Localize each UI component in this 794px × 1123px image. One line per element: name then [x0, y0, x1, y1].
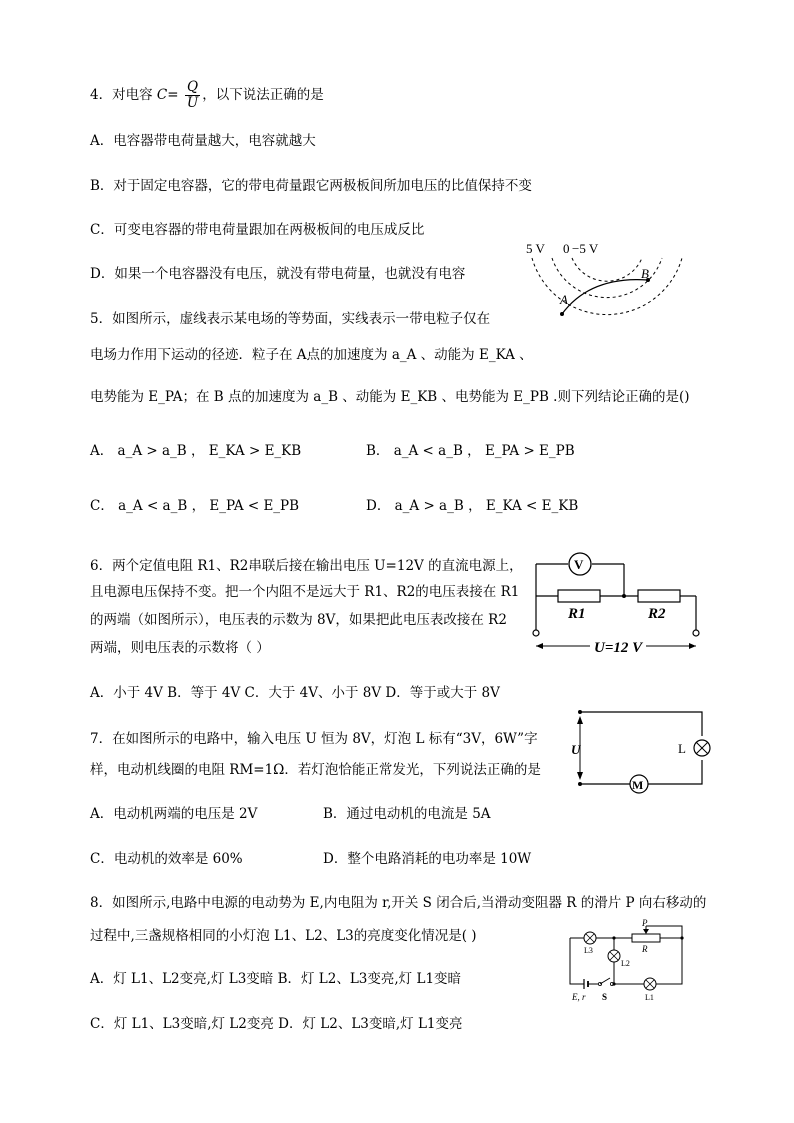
q6-terminal-right [693, 630, 699, 636]
q7-option-c: C．电动机的效率是 60% [90, 851, 243, 867]
q8-label-r: R [642, 944, 648, 954]
q6-terminal-left [533, 630, 539, 636]
q4-stem [90, 80, 324, 111]
q5-stem-line1: 5．如图所示，虚线表示某电场的等势面，实线表示一带电粒子仅在 [90, 311, 491, 327]
q6-label-r1: R1 [568, 606, 586, 622]
q8-label-l2: L2 [621, 959, 630, 968]
q4-fraction [185, 80, 200, 111]
q4-stem-suffix: ，以下说法正确的是 [202, 87, 324, 103]
q8-label-p: P [642, 918, 648, 928]
q4-capacitance-symbol: C [156, 87, 168, 103]
q4-option-a: A．电容器带电荷量越大，电容就越大 [90, 133, 316, 149]
q5-label-5v: 5 V [526, 241, 545, 256]
q5-label-b: B [641, 266, 649, 281]
q8-options-ab: A．灯 L1、L2变亮,灯 L3变暗 B．灯 L2、L3变亮,灯 L1变暗 [90, 971, 462, 987]
q5-equipotential-inner [572, 258, 642, 281]
q8-stem-line1: 8．如图所示,电路中电源的电动势为 E,内电阻为 r,开关 S 闭合后,当滑动变阻器 R 的滑片 P 向右移动的 [90, 895, 707, 911]
q7-label-u: U [571, 742, 581, 757]
q7-stem-line2: 样，电动机线圈的电阻 RM=1Ω．若灯泡恰能正常发光，下列说法正确的是 [90, 762, 541, 778]
q8-label-s: S [602, 992, 608, 1002]
q6-stem-line3: 的两端（如图所示），电压表的示数为 8V，如果把此电压表改接在 R2 [90, 612, 507, 628]
q4-option-b: B．对于固定电容器，它的带电荷量跟它两极板间所加电压的比值保持不变 [90, 178, 532, 194]
q6-label-u: U=12 V [594, 640, 643, 656]
q7-label-l: L [678, 741, 686, 756]
q4-stem-prefix: 4．对电容 [90, 87, 157, 103]
q4-equals: = [167, 87, 183, 103]
q5-point-a [560, 312, 564, 316]
q6-label-r2: R2 [648, 606, 666, 622]
q6-options: A．小于 4V B．等于 4V C．大于 4V、小于 8V D．等于或大于 8V [90, 685, 500, 701]
q7-circuit-figure [566, 704, 716, 796]
q6-voltmeter-label: V [574, 557, 584, 572]
q5-stem-line3: 电势能为 E_PA；在 B 点的加速度为 a_B 、动能为 E_KB 、电势能为 E_PB .则下列结论正确的是() [90, 389, 690, 405]
q7-option-b: B．通过电动机的电流是 5A [323, 806, 491, 822]
q8-label-l1: L1 [645, 993, 654, 1002]
q7-stem-line1: 7．在如图所示的电路中，输入电压 U 恒为 8V，灯泡 L 标有“3V，6W”字 [90, 731, 538, 747]
q8-switch-blade [600, 978, 610, 984]
q7-label-m: M [632, 778, 644, 792]
q8-options-cd: C．灯 L1、L3变暗,灯 L2变亮 D．灯 L2、L3变暗,灯 L1变亮 [90, 1016, 463, 1032]
q5-option-d: D． a_A > a_B ， E_KA < E_KB [366, 498, 579, 514]
q6-resistor-r2 [638, 590, 680, 602]
q8-stem-line2: 过程中,三盏规格相同的小灯泡 L1、L2、L3的亮度变化情况是( ) [90, 928, 477, 944]
q5-option-c: C． a_A < a_B ， E_PA < E_PB [90, 498, 300, 514]
q5-option-a: A． a_A > a_B ， E_KA > E_KB [90, 443, 302, 459]
q5-stem-line2: 电场力作用下运动的径迹．粒子在 A点的加速度为 a_A 、动能为 E_KA 、 [90, 347, 533, 363]
q6-stem-line4: 两端，则电压表的示数将（ ） [90, 640, 270, 656]
q6-circuit-figure [528, 548, 706, 658]
q5-label-a: A [560, 292, 568, 307]
q4-option-d: D．如果一个电容器没有电压，就没有带电荷量，也就没有电容 [90, 266, 466, 282]
q5-particle-trajectory [562, 280, 648, 314]
q7-option-a: A．电动机两端的电压是 2V [90, 806, 258, 822]
q6-resistor-r1 [558, 590, 600, 602]
q8-label-er: E, r [572, 992, 586, 1002]
q4-fraction-denominator: U [186, 95, 199, 111]
q8-label-l3: L3 [584, 946, 593, 955]
q6-stem-line2: 且电源电压保持不变。把一个内阻不是远大于 R1、R2的电压表接在 R1 [90, 584, 520, 600]
q5-option-b: B． a_A < a_B ， E_PA > E_PB [366, 443, 575, 459]
q5-equipotential-figure [520, 236, 690, 336]
q6-stem-line1: 6．两个定值电阻 R1、R2串联后接在输出电压 U=12V 的直流电源上， [90, 558, 523, 574]
q5-equipotential-outer [532, 258, 682, 315]
q5-label-0: 0 [563, 241, 570, 256]
q4-option-c: C．可变电容器的带电荷量跟加在两极板间的电压成反比 [90, 222, 425, 238]
q4-fraction-numerator: Q [185, 80, 200, 96]
q7-option-d: D．整个电路消耗的电功率是 10W [323, 851, 532, 867]
q8-circuit-figure [562, 916, 694, 1006]
q5-label-minus5v: −5 V [572, 241, 599, 256]
q8-rheostat [632, 934, 660, 942]
